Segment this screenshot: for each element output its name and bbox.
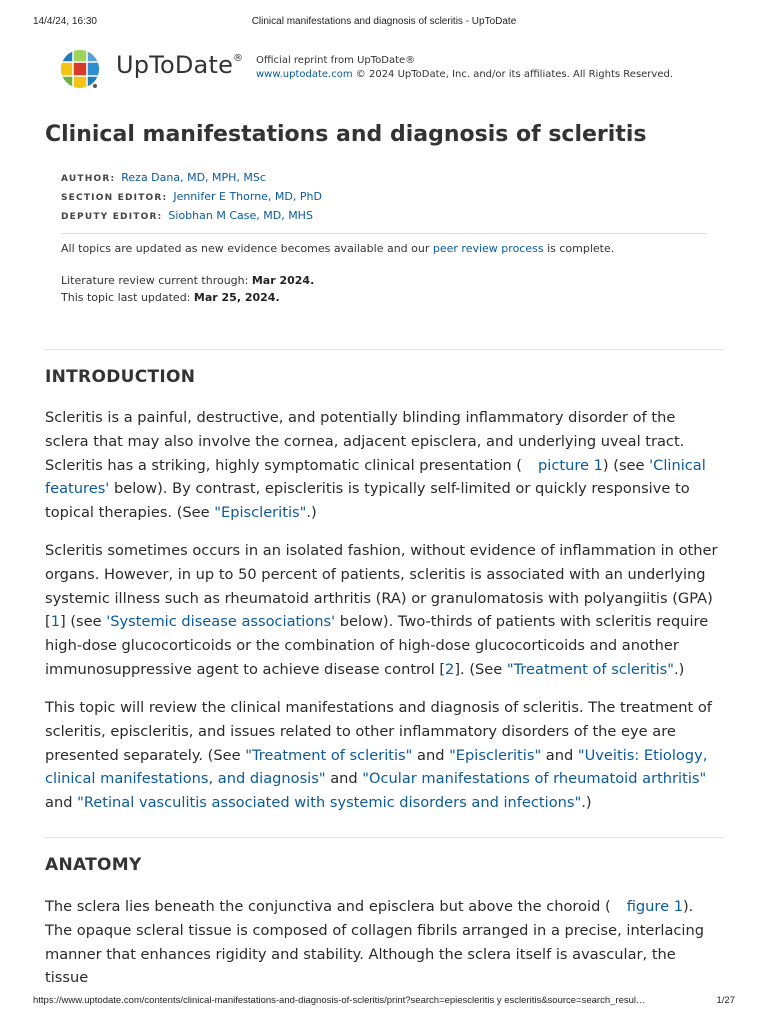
section-heading-anatomy: ANATOMY	[45, 855, 142, 875]
treatment-of-scleritis-link-2[interactable]: "Treatment of scleritis"	[245, 746, 413, 764]
brand-bar	[60, 47, 760, 91]
anatomy-paragraph-1: The sclera lies beneath the conjunctiva and episclera but above the choroid ( figure 1). The opaque scleral tissue is composed of collagen fibrils arranged in a precise, interlacing manner that enhances rigidity and stability. Although the sclera itself is avascular, the tissue	[45, 898, 704, 987]
page-number: 1/27	[716, 995, 735, 1006]
section-editor-link[interactable]: Jennifer E Thorne, MD, PhD	[173, 190, 322, 203]
episcleritis-link[interactable]: "Episcleritis"	[214, 504, 307, 522]
reference-2-link[interactable]: 2	[445, 660, 455, 678]
page-title: Clinical manifestations and diagnosis of scleritis	[45, 122, 647, 147]
print-url: https://www.uptodate.com/contents/clinical-manifestations-and-diagnosis-of-scleritis/print?search=epiescleritis y escleritis&source=search_resul…	[33, 995, 646, 1006]
section-editor-label: SECTION EDITOR:	[61, 193, 168, 203]
figure-1-link[interactable]: figure 1	[626, 898, 683, 915]
last-updated-date: Mar 25, 2024.	[193, 291, 280, 304]
section-divider	[45, 349, 723, 350]
section-divider	[45, 837, 723, 838]
literature-review-date: Mar 2024.	[251, 274, 315, 287]
reprint-line: Official reprint from UpToDate®	[256, 55, 416, 66]
intro-paragraph-3: This topic will review the clinical manifestations and diagnosis of scleritis. The treatment of scleritis, episcleritis, and issues related to other inflammatory disorders of the eye are presented separately. (See "Treatment of scleritis" and "Episcleritis" and "Uveitis: Etiology, clinical manifestations, and diagnosis" and "Ocular manifestations of rheumatoid arthritis" and "Retinal vasculitis associated with systemic disorders and infections".)	[45, 699, 712, 812]
section-heading-introduction: INTRODUCTION	[45, 367, 196, 387]
uptodate-site-link[interactable]: www.uptodate.com	[256, 69, 353, 80]
author-credits	[61, 169, 322, 226]
deputy-editor-link[interactable]: Siobhan M Case, MD, MHS	[168, 209, 313, 222]
clinical-features-link[interactable]: 'Clinical features'	[45, 456, 706, 498]
print-footer	[33, 995, 735, 1009]
uveitis-link[interactable]: "Uveitis: Etiology, clinical manifestations, and diagnosis"	[45, 746, 708, 788]
deputy-editor-row	[61, 207, 322, 226]
retinal-vasculitis-link[interactable]: "Retinal vasculitis associated with systemic disorders and infections"	[77, 794, 582, 812]
picture-1-link[interactable]: picture 1	[538, 456, 603, 474]
section-editor-row	[61, 188, 322, 207]
author-row	[61, 169, 322, 188]
divider	[61, 233, 707, 234]
deputy-editor-label: DEPUTY EDITOR:	[61, 212, 163, 222]
peer-review-link[interactable]: peer review process	[432, 242, 544, 255]
intro-paragraph-2: Scleritis sometimes occurs in an isolated fashion, without evidence of inflammation in other organs. However, in up to 50 percent of patients, scleritis is associated with an underlying systemic illness such as rheumatoid arthritis (RA) or granulomatosis with polyangiitis (GPA) [1] (see 'Systemic disease associations' below). Two-thirds of patients with scleritis require high-dose glucocorticoids or the combination of high-dose glucocorticoids and another immunosuppressive agent to achieve disease control [2]. (See "Treatment of scleritis".)	[45, 542, 718, 678]
intro-paragraph-1: Scleritis is a painful, destructive, and potentially blinding inflammatory disorder of the sclera that may also involve the cornea, adjacent episclera, and underlying uveal tract. Scleritis has a striking, highly symptomatic clinical presentation ( picture 1) (see 'Clinical features' below). By contrast, episcleritis is typically self-limited or quickly responsive to topical therapies. (See "Episcleritis".)	[45, 409, 706, 522]
reference-1-link[interactable]: 1	[50, 613, 60, 631]
uptodate-logo-icon	[60, 49, 100, 89]
brand-registered-mark: ®	[233, 53, 244, 64]
author-link[interactable]: Reza Dana, MD, MPH, MSc	[121, 171, 266, 184]
author-label: AUTHOR:	[61, 174, 116, 184]
print-datetime: 14/4/24, 16:30	[33, 16, 97, 27]
episcleritis-link-2[interactable]: "Episcleritis"	[449, 746, 542, 764]
reprint-notice	[256, 54, 673, 82]
systemic-disease-link[interactable]: 'Systemic disease associations'	[106, 613, 336, 631]
brand-name: UpToDate®	[116, 51, 244, 79]
print-header	[33, 16, 735, 30]
treatment-of-scleritis-link[interactable]: "Treatment of scleritis"	[506, 660, 674, 678]
ocular-rheumatoid-link[interactable]: "Ocular manifestations of rheumatoid arthritis"	[362, 770, 707, 788]
print-page-title: Clinical manifestations and diagnosis of scleritis - UpToDate	[251, 16, 517, 27]
copyright-text: © 2024 UpToDate, Inc. and/or its affiliates. All Rights Reserved.	[352, 69, 674, 80]
update-policy-note: All topics are updated as new evidence becomes available and our peer review process is complete.	[61, 242, 615, 255]
literature-review-info: Literature review current through: Mar 2024. This topic last updated: Mar 25, 2024.	[61, 274, 315, 304]
